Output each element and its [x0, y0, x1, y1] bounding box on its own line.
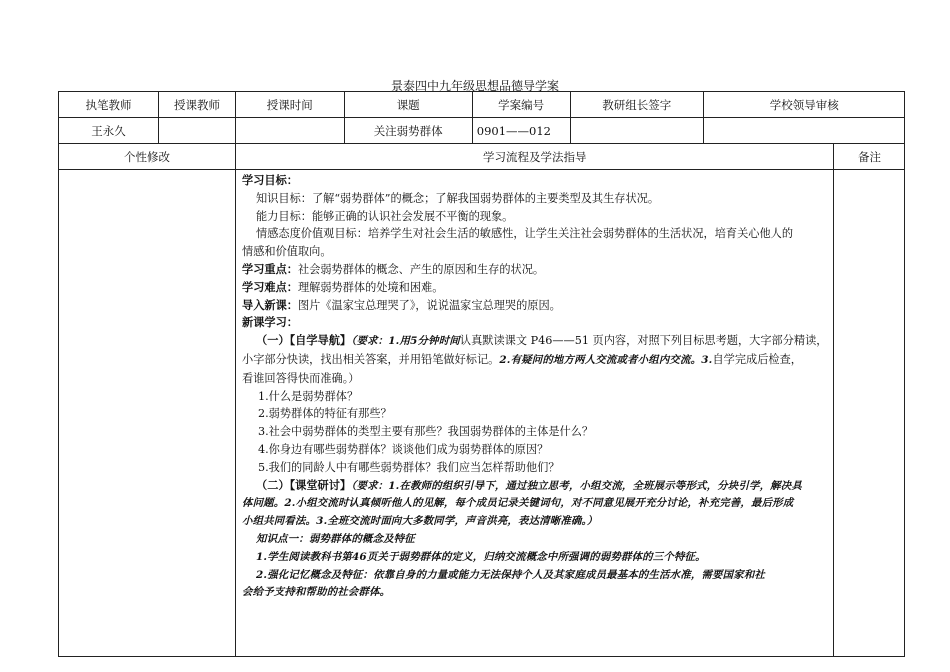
self-guide-line1 [242, 332, 827, 351]
class-discussion-line1 [242, 477, 827, 496]
header-topic: 课题 [344, 92, 472, 118]
self-guide-line3: 看谁回答得快而准确。） [242, 371, 360, 385]
difficulty-point [242, 279, 827, 297]
notes-header: 备注 [834, 144, 905, 170]
self-guide-req: （要求：1.用5分钟时间 [351, 335, 460, 348]
class-req-1: （要求：1.在教师的组织引导下，通过独立思考，小组交流，全班展示等形式，分块引学，解决具 [351, 479, 802, 492]
question-5: 5.我们的同龄人中有哪些弱势群体？我们应当怎样帮助他们？ [258, 460, 560, 474]
attitude-goal-line2: 情感和价值取向。 [242, 245, 332, 259]
question-1: 1.什么是弱势群体？ [258, 389, 359, 403]
writer-name: 王永久 [59, 118, 159, 144]
time-cell [236, 118, 345, 144]
lesson-plan-table [58, 91, 905, 657]
difficulty-label: 学习难点： [242, 279, 298, 294]
personal-edit-area [59, 170, 236, 657]
goals-title: 学习目标： [242, 173, 298, 187]
self-guide-line1-rest: 认真默读课文 P46——51 页内容，对照下列目标思考题，大字部分精读， [459, 334, 828, 348]
header-school-review: 学校领导审核 [704, 92, 905, 118]
school-review-cell [704, 118, 905, 144]
header-time: 授课时间 [236, 92, 345, 118]
question-4: 4.你身边有哪些弱势群体？谈谈他们成为弱势群体的原因？ [258, 442, 549, 456]
header-leader-sign: 教研组长签字 [570, 92, 704, 118]
self-guide-line2a: 小字部分快读，找出相关答案，并用铅笔做好标记。 [242, 352, 500, 366]
process-header: 学习流程及学法指导 [236, 144, 834, 170]
key-text: 社会弱势群体的概念、产生的原因和生存的状况。 [297, 262, 545, 276]
self-guide-line2c: 自学完成后检查， [712, 352, 802, 366]
class-req-3: 小组共同看法。3.全班交流时面向大多数同学，声音洪亮，表达清晰准确。） [242, 515, 598, 528]
new-lesson-label: 新课学习： [242, 315, 298, 330]
notes-area [834, 170, 905, 657]
learning-process-content [236, 170, 834, 657]
intro [242, 297, 827, 315]
teacher-cell [159, 118, 236, 144]
question-3: 3.社会中弱势群体的类型主要有那些？我国弱势群体的主体是什么？ [258, 425, 594, 439]
intro-text: 图片《温家宝总理哭了》，说说温家宝总理哭的原因。 [297, 298, 561, 312]
document-title: 景泰四中九年级思想品德导学案 [390, 79, 559, 93]
key-point [242, 261, 827, 279]
question-2: 2.弱势群体的特征有那些？ [258, 407, 392, 421]
knowledge-point-1-item2-line1: 2.强化记忆概念及特征：依靠自身的力量或能力无法保持个人及其家庭成员最基本的生活水准，需要国家和社 [256, 568, 766, 581]
header-code: 学案编号 [472, 92, 570, 118]
header-teacher: 授课教师 [159, 92, 236, 118]
knowledge-point-1-title: 知识点一：弱势群体的概念及特征 [256, 532, 415, 545]
class-discussion-head: （二）【课堂研讨】 [256, 477, 352, 492]
leader-sign-cell [570, 118, 704, 144]
intro-label: 导入新课： [242, 297, 298, 312]
self-guide-line2 [242, 351, 827, 370]
topic-value: 关注弱势群体 [344, 118, 472, 144]
knowledge-goal: 知识目标：了解“弱势群体”的概念；了解我国弱势群体的主要类型及其生存状况。 [256, 191, 660, 205]
key-label: 学习重点： [242, 261, 298, 276]
attitude-goal-line1: 情感态度价值观目标：培养学生对社会生活的敏感性，让学生关注社会弱势群体的生活状况，培育关心他人的 [256, 227, 794, 241]
personal-edit-header: 个性修改 [59, 144, 236, 170]
self-guide-head: （一）【自学导航】 [256, 333, 352, 348]
code-value: 0901——012 [472, 118, 570, 144]
knowledge-point-1-item1: 1.学生阅读教科书第46页关于弱势群体的定义，归纳交流概念中所强调的弱势群体的三个特征。 [256, 550, 706, 563]
ability-goal: 能力目标：能够正确的认识社会发展不平衡的现象。 [256, 209, 514, 223]
self-guide-line2b: 2.有疑问的地方两人交流或者小组内交流。3. [499, 353, 713, 366]
header-writer: 执笔教师 [59, 92, 159, 118]
knowledge-point-1-item2-line2: 会给予支持和帮助的社会群体。 [242, 586, 391, 599]
class-req-2: 体问题。2.小组交流时认真倾听他人的见解，每个成员记录关键词句，对不同意见展开充分讨论，补充完善，最后形成 [242, 497, 794, 510]
difficulty-text: 理解弱势群体的处境和困难。 [297, 280, 444, 294]
